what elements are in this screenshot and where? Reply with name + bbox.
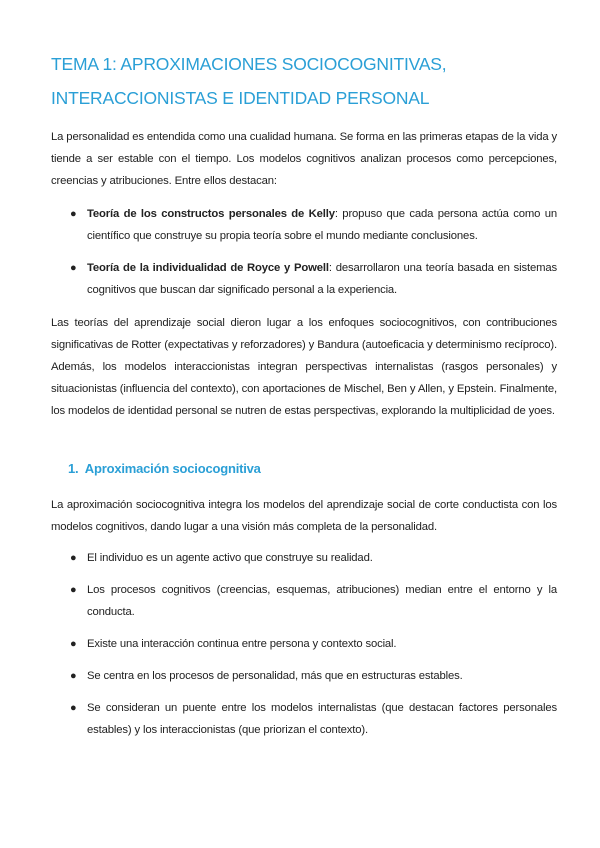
bullet-icon: ● (70, 670, 77, 682)
bullet-icon: ● (70, 262, 77, 274)
list-item (70, 579, 557, 623)
list-item (70, 203, 557, 247)
list-item-text: Los procesos cognitivos (creencias, esquemas, atribuciones) median entre el entorno y la conducta. (87, 584, 557, 618)
intro-paragraph: La personalidad es entendida como una cualidad humana. Se forma en las primeras etapas de la vida y tiende a ser estable con el tiempo. Los modelos cognitivos analizan procesos como percepciones, creencias y atribuciones. Entre ellos destacan: (51, 131, 557, 187)
bullet-icon: ● (70, 638, 77, 650)
section-number: 1. (68, 461, 79, 476)
bullet-icon: ● (70, 208, 77, 220)
list-item (70, 665, 557, 687)
theory-name: Teoría de los constructos personales de Kelly (87, 208, 335, 220)
social-learning-paragraph: Las teorías del aprendizaje social dieron lugar a los enfoques sociocognitivos, con contribuciones significativas de Rotter (expectativas y reforzadores) y Bandura (autoeficacia y determinismo recíproco). Además, los modelos interaccionistas integran perspectivas internalistas (rasgos personales) y situacionistas (influencia del contexto), con aportaciones de Mischel, Ben y Allen, y Epstein. Finalmente, los modelos de identidad personal se nutren de estas perspectivas, explorando la multiplicidad de yoes. (51, 317, 557, 417)
list-item (70, 697, 557, 741)
list-item (70, 633, 557, 655)
bullet-icon: ● (70, 584, 77, 596)
section-paragraph: La aproximación sociocognitiva integra los modelos del aprendizaje social de corte conductista con los modelos cognitivos, dando lugar a una visión más completa de la personalidad. (51, 499, 557, 533)
list-item (70, 547, 557, 569)
section-heading (68, 458, 261, 480)
list-item-text: Se consideran un puente entre los modelos internalistas (que destacan factores personales estables) y los interaccionistas (que priorizan el contexto). (87, 702, 557, 736)
theory-description: : propuso que cada persona actúa como un científico que construye su propia teoría sobre el mundo mediante conclusiones. (87, 208, 557, 242)
list-item-text: El individuo es un agente activo que construye su realidad. (87, 552, 373, 564)
bullet-icon: ● (70, 552, 77, 564)
list-item-text: Existe una interacción continua entre persona y contexto social. (87, 638, 397, 650)
title-line-2: INTERACCIONISTAS E IDENTIDAD PERSONAL (51, 88, 430, 108)
bullet-icon: ● (70, 702, 77, 714)
list-item-text: Se centra en los procesos de personalidad, más que en estructuras estables. (87, 670, 463, 682)
title-line-1: TEMA 1: APROXIMACIONES SOCIOCOGNITIVAS, (51, 54, 447, 74)
section-title: Aproximación sociocognitiva (84, 461, 261, 476)
page-title (51, 47, 571, 115)
theory-name: Teoría de la individualidad de Royce y Powell (87, 262, 329, 274)
list-item (70, 257, 557, 301)
theory-description: : desarrollaron una teoría basada en sistemas cognitivos que buscan dar significado personal a la experiencia. (87, 262, 557, 296)
